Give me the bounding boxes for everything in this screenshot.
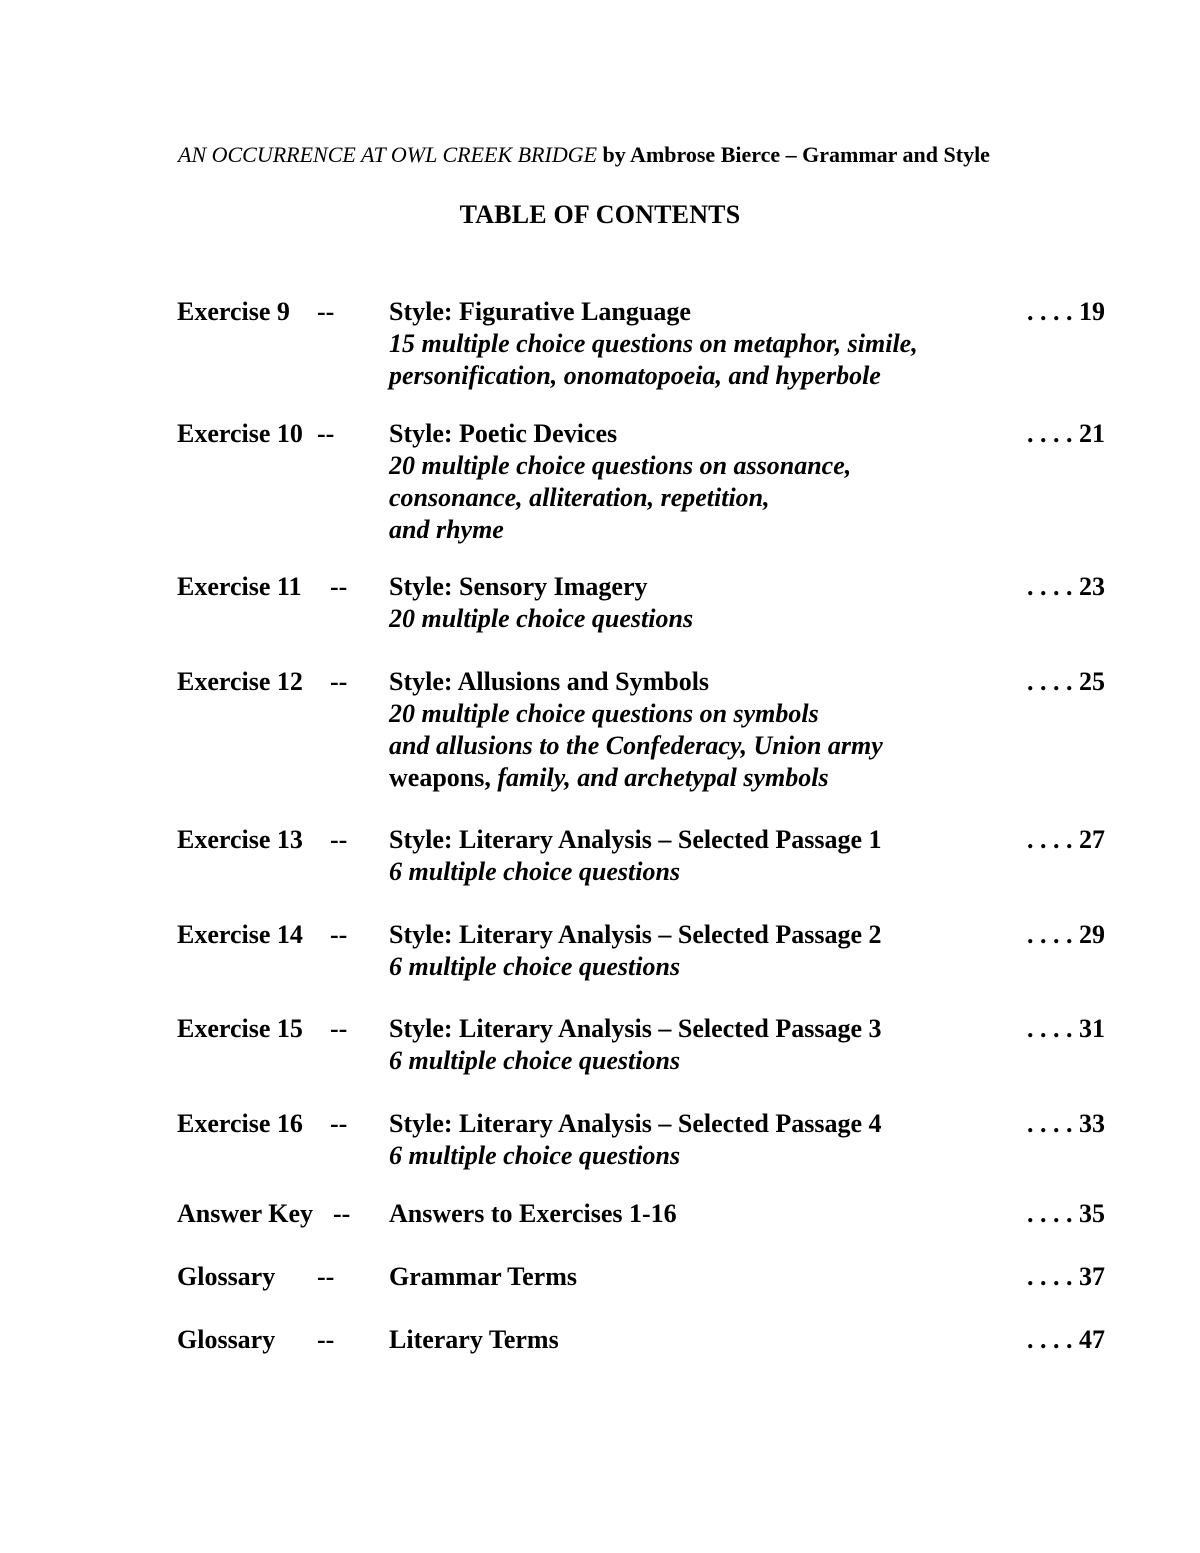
entry-title: Grammar Terms bbox=[389, 1262, 577, 1291]
entry-description-line: consonance, alliteration, repetition, bbox=[389, 483, 770, 512]
entry-title: Style: Literary Analysis – Selected Passage 3 bbox=[389, 1014, 882, 1043]
entry-label: Exercise 16 bbox=[177, 1109, 303, 1138]
entry-page-number: . . . . 33 bbox=[1027, 1109, 1105, 1138]
entry-title: Style: Allusions and Symbols bbox=[389, 667, 710, 696]
entry-topic bbox=[389, 666, 999, 794]
entry-description-line: and allusions to the Confederacy, Union army bbox=[389, 731, 883, 760]
entry-topic bbox=[389, 571, 999, 635]
entry-topic bbox=[389, 418, 999, 546]
entry-label: Exercise 13 bbox=[177, 825, 303, 854]
entry-title: Literary Terms bbox=[389, 1325, 559, 1354]
entry-topic bbox=[389, 824, 999, 888]
entry-description-line: personification, onomatopoeia, and hyperbole bbox=[389, 361, 881, 390]
entry-label: Exercise 14 bbox=[177, 920, 303, 949]
entry-description-line: 6 multiple choice questions bbox=[389, 1046, 681, 1075]
entry-topic bbox=[389, 919, 999, 983]
entry-title: Answers to Exercises 1-16 bbox=[389, 1199, 677, 1228]
entry-label: Glossary bbox=[177, 1262, 276, 1291]
entry-separator: -- bbox=[330, 920, 348, 949]
entry-page-number: . . . . 35 bbox=[1027, 1199, 1105, 1228]
entry-description-line: 6 multiple choice questions bbox=[389, 1141, 681, 1170]
entry-title: Style: Figurative Language bbox=[389, 297, 691, 326]
entry-separator: -- bbox=[330, 572, 348, 601]
entry-title: Style: Literary Analysis – Selected Passage 4 bbox=[389, 1109, 882, 1138]
entry-description-line: 15 multiple choice questions on metaphor, simile, bbox=[389, 329, 918, 358]
entry-page-number: . . . . 23 bbox=[1027, 572, 1105, 601]
entry-description-line bbox=[389, 762, 999, 794]
entry-title: Style: Literary Analysis – Selected Passage 2 bbox=[389, 920, 882, 949]
entry-description-line: 6 multiple choice questions bbox=[389, 857, 681, 886]
entry-label: Exercise 15 bbox=[177, 1014, 303, 1043]
entry-description-line: 20 multiple choice questions bbox=[389, 604, 694, 633]
entry-page-number: . . . . 21 bbox=[1027, 419, 1105, 448]
entry-topic bbox=[389, 1198, 999, 1230]
entry-title: Style: Sensory Imagery bbox=[389, 572, 648, 601]
entry-topic bbox=[389, 1324, 999, 1356]
page-header bbox=[178, 142, 1138, 168]
book-title: AN OCCURRENCE AT OWL CREEK BRIDGE bbox=[178, 142, 598, 167]
entry-page-number: . . . . 27 bbox=[1027, 825, 1105, 854]
entry-page-number: . . . . 31 bbox=[1027, 1014, 1105, 1043]
entry-label: Exercise 11 bbox=[177, 572, 302, 601]
entry-separator: -- bbox=[317, 1262, 335, 1291]
entry-label: Exercise 10 bbox=[177, 419, 303, 448]
entry-separator: -- bbox=[330, 825, 348, 854]
entry-description-italic: family, and archetypal symbols bbox=[497, 763, 829, 792]
entry-separator: -- bbox=[330, 1014, 348, 1043]
entry-topic bbox=[389, 1261, 999, 1293]
entry-topic bbox=[389, 1108, 999, 1172]
entry-title: Style: Poetic Devices bbox=[389, 419, 618, 448]
book-byline: by Ambrose Bierce – Grammar and Style bbox=[597, 142, 990, 167]
entry-page-number: . . . . 29 bbox=[1027, 920, 1105, 949]
entry-description-line: 20 multiple choice questions on symbols bbox=[389, 699, 819, 728]
entry-label: Exercise 9 bbox=[177, 297, 290, 326]
entry-description-line: 6 multiple choice questions bbox=[389, 952, 681, 981]
toc-heading: TABLE OF CONTENTS bbox=[459, 200, 741, 229]
entry-label: Glossary bbox=[177, 1325, 276, 1354]
entry-description-line: and rhyme bbox=[389, 515, 504, 544]
entry-separator: -- bbox=[317, 419, 335, 448]
entry-separator: -- bbox=[330, 667, 348, 696]
entry-page-number: . . . . 37 bbox=[1027, 1262, 1105, 1291]
entry-separator: -- bbox=[317, 1325, 335, 1354]
entry-description-plain: weapons, bbox=[389, 763, 498, 792]
entry-page-number: . . . . 19 bbox=[1027, 297, 1105, 326]
entry-label: Exercise 12 bbox=[177, 667, 303, 696]
entry-separator: -- bbox=[333, 1199, 351, 1228]
entry-page-number: . . . . 47 bbox=[1027, 1325, 1105, 1354]
entry-topic bbox=[389, 1013, 999, 1077]
entry-page-number: . . . . 25 bbox=[1027, 667, 1105, 696]
entry-title: Style: Literary Analysis – Selected Passage 1 bbox=[389, 825, 882, 854]
entry-description-line: 20 multiple choice questions on assonance, bbox=[389, 451, 852, 480]
entry-separator: -- bbox=[317, 297, 335, 326]
entry-topic bbox=[389, 296, 999, 392]
entry-separator: -- bbox=[330, 1109, 348, 1138]
entry-label: Answer Key bbox=[177, 1199, 314, 1228]
